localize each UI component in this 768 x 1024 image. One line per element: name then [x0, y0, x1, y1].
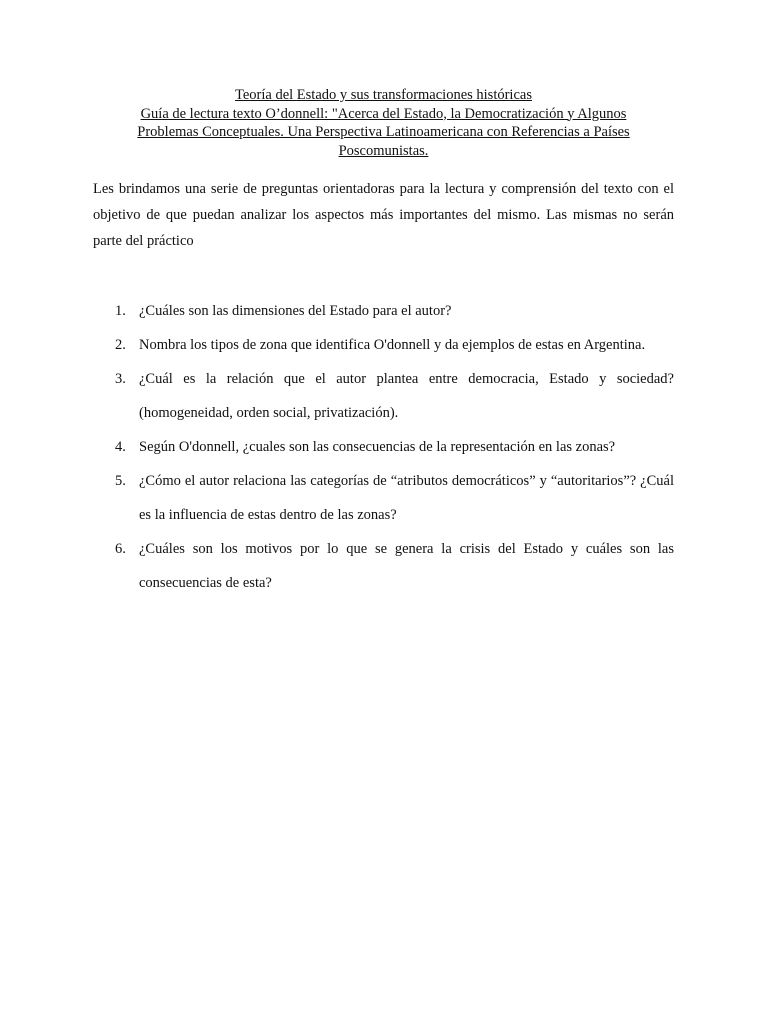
question-number: 2. [115, 337, 126, 353]
intro-paragraph: Les brindamos una serie de preguntas orientadoras para la lectura y comprensión del texto con el objetivo de que puedan analizar los aspectos más importantes del mismo. Las mismas no serán parte del práctico [93, 181, 674, 249]
question-text: ¿Cómo el autor relaciona las categorías de “atributos democráticos” y “autoritarios”? ¿Cuál es la influencia de estas dentro de las zonas? [139, 473, 674, 523]
question-number: 6. [115, 541, 126, 557]
question-number: 3. [115, 371, 126, 387]
question-item [93, 362, 674, 430]
question-item [93, 328, 674, 362]
question-text: ¿Cuáles son los motivos por lo que se genera la crisis del Estado y cuáles son las consecuencias de esta? [139, 541, 674, 591]
question-text: Según O'donnell, ¿cuales son las consecuencias de la representación en las zonas? [139, 439, 616, 455]
question-text: ¿Cuáles son las dimensiones del Estado para el autor? [139, 303, 452, 319]
title-line-guide-end: Poscomunistas. [338, 142, 429, 159]
question-number: 4. [115, 439, 126, 455]
question-text: Nombra los tipos de zona que identifica O'donnell y da ejemplos de estas en Argentina. [139, 337, 646, 353]
question-item [93, 532, 674, 600]
question-item [93, 294, 674, 328]
question-item [93, 464, 674, 532]
question-text: ¿Cuál es la relación que el autor plantea entre democracia, Estado y sociedad? (homogeneidad, orden social, privatización). [139, 371, 674, 421]
document-page [93, 86, 674, 615]
question-item [93, 430, 674, 464]
title-line-course: Teoría del Estado y sus transformaciones históricas [235, 87, 532, 103]
title-line-guide: Guía de lectura texto O’donnell: "Acerca del Estado, la Democratización y Algunos [140, 105, 627, 122]
question-number: 1. [115, 303, 126, 319]
document-title [93, 86, 674, 160]
question-number: 5. [115, 473, 126, 489]
question-list [93, 294, 674, 600]
title-line-guide-cont: Problemas Conceptuales. Una Perspectiva Latinoamericana con Referencias a Países [137, 124, 630, 140]
